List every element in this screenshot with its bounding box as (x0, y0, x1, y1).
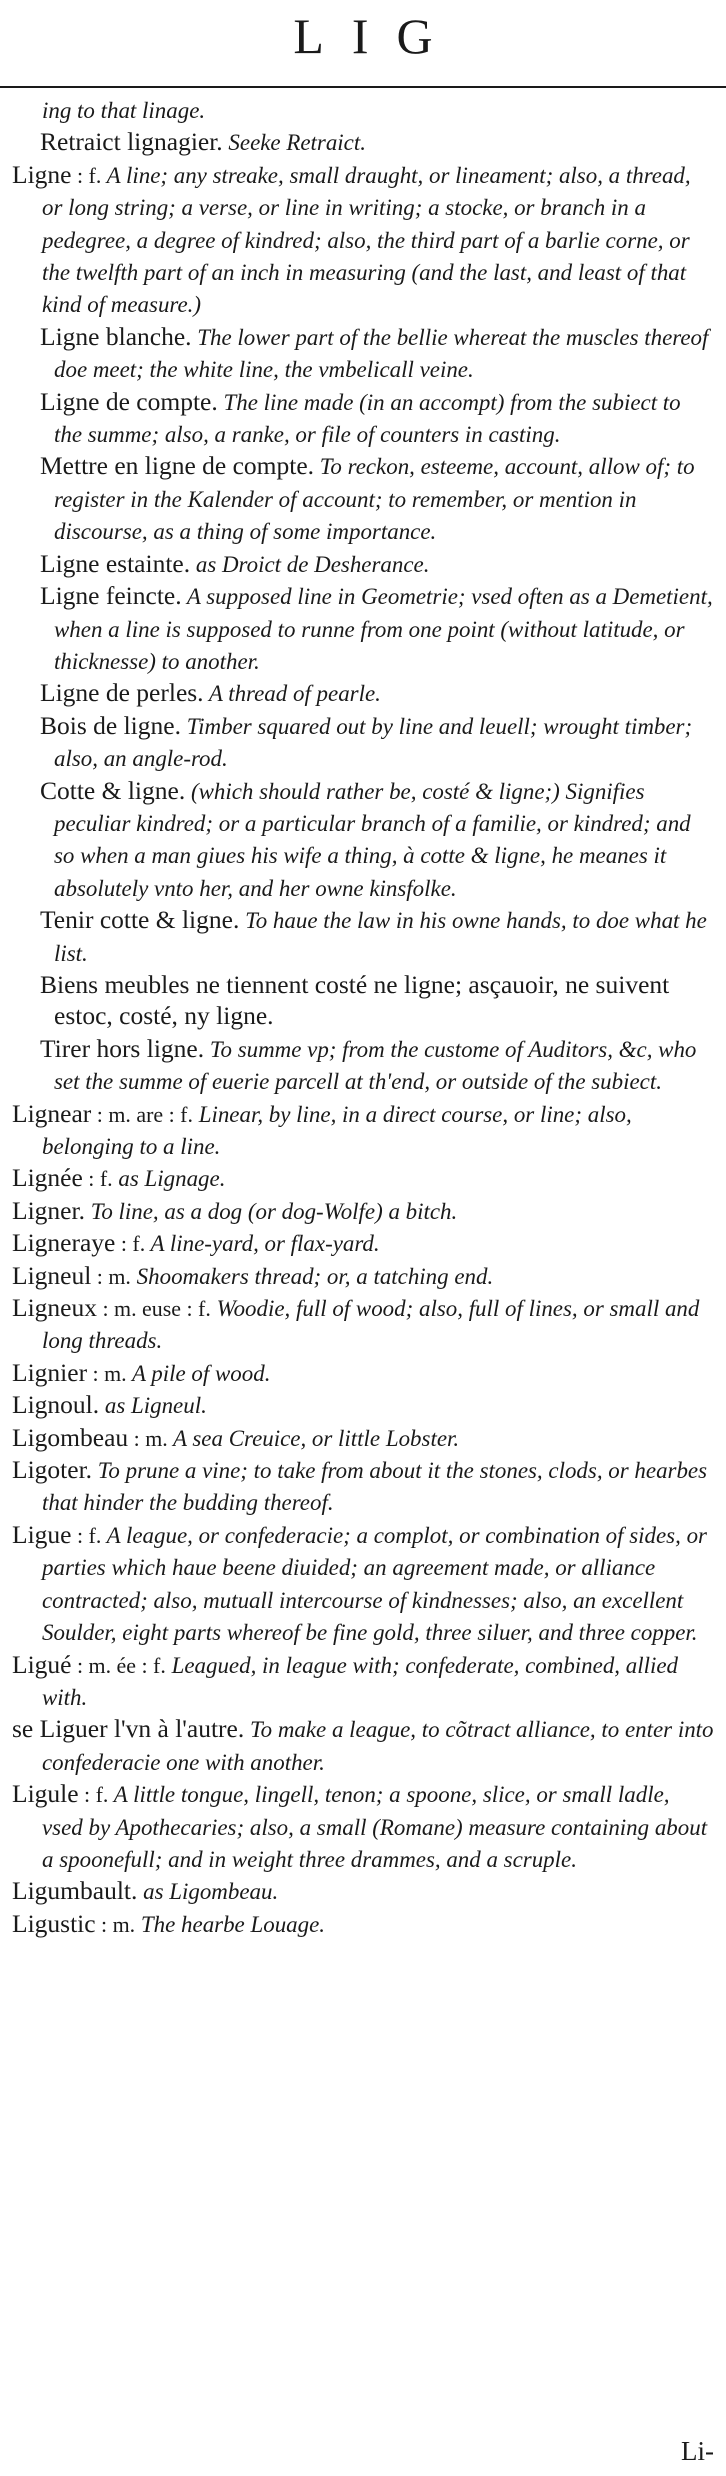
entry-definition: The lower part of the bellie whereat the muscles thereof doe meet; the white line, the vmbelicall veine. (54, 324, 709, 383)
dictionary-entry (12, 1875, 714, 1907)
entry-definition: A pile of wood. (126, 1360, 271, 1386)
entry-grammar-note: : f. (115, 1231, 146, 1257)
dictionary-entry (12, 1292, 714, 1357)
entry-grammar-note: : m. (87, 1360, 127, 1386)
entry-headword: Lignoul. (12, 1390, 100, 1420)
dictionary-entry (12, 1195, 714, 1227)
dictionary-entry (12, 904, 714, 969)
entry-definition: The hearbe Louage. (135, 1911, 326, 1937)
dictionary-entry (12, 1454, 714, 1519)
dictionary-entry (12, 1519, 714, 1649)
entry-headword: Ligne de perles. (40, 678, 204, 708)
dictionary-entry (12, 1098, 714, 1163)
dictionary-entry (12, 710, 714, 775)
entry-definition: To prune a vine; to take from about it the stones, clods, or hearbes that hinder the budding thereof. (42, 1458, 708, 1516)
entry-headword: Ligombeau (12, 1422, 129, 1452)
dictionary-entry (12, 1908, 714, 1940)
entry-headword: Biens meubles ne tiennent costé ne ligne; asçauoir, ne suivent estoc, costé, ny ligne. (40, 969, 670, 1031)
dictionary-entry (12, 969, 714, 1033)
entry-definition: A little tongue, lingell, tenon; a spoone, slice, or small ladle, vsed by Apothecaries; also, a small (Romane) measure containing about a spoonefull; and in weight three drammes, and a scruple. (42, 1782, 708, 1872)
entry-definition: A line; any streake, small draught, or lineament; also, a thread, or long string; a verse, or line in writing; a stocke, or branch in a pedegree, a degree of kindred; also, the third part of a barlie corne, or the twelfth part of an inch in measuring (and the last, and least of that kind of measure.) (42, 162, 691, 318)
entry-headword: Ligumbault. (12, 1876, 138, 1906)
dictionary-entry (12, 1778, 714, 1875)
entry-headword: Tenir cotte & ligne. (40, 905, 240, 935)
entry-headword: Ligustic (12, 1908, 96, 1938)
page-header-title: LIG (293, 8, 461, 64)
dictionary-entry (12, 94, 714, 126)
catchword: Li- (681, 2436, 714, 2466)
entry-headword: Tirer hors ligne. (40, 1033, 205, 1063)
dictionary-entry (12, 677, 714, 709)
dictionary-entry (12, 548, 714, 580)
entry-headword: Ligne estainte. (40, 548, 191, 578)
entry-definition: Woodie, full of wood; also, full of lines, or small and long threads. (42, 1296, 700, 1354)
entry-definition: Shoomakers thread; or, a tatching end. (130, 1263, 494, 1289)
entry-headword: Ligne blanche. (40, 321, 192, 351)
entry-definition: ing to that linage. (42, 98, 206, 123)
entry-grammar-note: : m. ée : f. (71, 1652, 166, 1678)
entry-definition: (which should rather be, costé & ligne;) Signifies peculiar kindred; or a particular branch of a familie, or kindred; and so when a man giues his wife a thing, à cotte & ligne, he meanes it absolutely vnto her, and her owne kinsfolke. (54, 778, 691, 901)
entry-grammar-note: : m. (91, 1263, 131, 1289)
entry-headword: Ligneraye (12, 1228, 116, 1258)
dictionary-entry (12, 126, 714, 158)
entry-definition: A sea Creuice, or little Lobster. (167, 1425, 460, 1451)
entry-definition: as Droict de Desherance. (190, 551, 430, 577)
entry-definition: A thread of pearle. (203, 681, 381, 707)
entry-grammar-note: : m. (95, 1911, 136, 1937)
entry-headword: Lignear (12, 1098, 92, 1128)
dictionary-entry (12, 1422, 714, 1454)
entry-definition: as Lignage. (112, 1166, 226, 1192)
entry-headword: se Liguer l'vn à l'autre. (12, 1714, 245, 1744)
entry-grammar-note: : f. (71, 1522, 102, 1548)
entry-definition: To haue the law in his owne hands, to doe what he list. (54, 908, 707, 966)
entry-definition: The line made (in an accompt) from the subiect to the summe; also, a ranke, or file of counters in casting. (54, 389, 681, 448)
entry-headword: Mettre en ligne de compte. (40, 451, 315, 481)
entry-headword: Ligner. (12, 1195, 85, 1225)
entry-headword: Cotte & ligne. (40, 775, 186, 805)
entry-headword: Ligule (12, 1779, 79, 1809)
entry-headword: Ligne feincte. (40, 581, 182, 611)
entry-grammar-note: : m. euse : f. (96, 1296, 211, 1322)
dictionary-entry (12, 775, 714, 905)
entry-definition: A line-yard, or flax-yard. (145, 1231, 380, 1257)
entry-definition: To summe vp; from the custome of Auditors, &c, who set the summe of euerie parcell at th'end, or outside of the subiect. (54, 1036, 697, 1095)
entry-headword: Bois de ligne. (40, 710, 181, 740)
entry-headword: Ligneul (12, 1260, 92, 1290)
entry-definition: To reckon, esteeme, account, allow of; to register in the Kalender of account; to remember, or mention in discourse, as a thing of some importance. (54, 454, 695, 545)
entry-headword: Ligué (12, 1649, 72, 1679)
entry-definition: Seeke Retraict. (222, 130, 366, 156)
entry-grammar-note: : m. are : f. (91, 1101, 193, 1127)
entry-headword: Lignier (12, 1357, 88, 1387)
entries-column (12, 94, 714, 1940)
entry-definition: To line, as a dog (or dog-Wolfe) a bitch. (84, 1198, 458, 1224)
entry-definition: To make a league, to cõtract alliance, to enter into confederacie one with another. (42, 1717, 714, 1775)
entry-definition: Linear, by line, in a direct course, or line; also, belonging to a line. (42, 1101, 632, 1159)
entry-definition: Leagued, in league with; confederate, combined, allied with. (42, 1652, 678, 1710)
entry-grammar-note: : f. (82, 1166, 113, 1192)
dictionary-entry (12, 1162, 714, 1194)
entry-headword: Ligoter. (12, 1455, 93, 1485)
dictionary-entry (12, 1260, 714, 1292)
entry-grammar-note: : m. (128, 1425, 168, 1451)
entry-headword: Lignée (12, 1163, 83, 1193)
entry-headword: Retraict lignagier. (40, 127, 223, 157)
entry-headword: Ligneux (12, 1293, 97, 1323)
entry-definition: A supposed line in Geometrie; vsed often as a Demetient, when a line is supposed to runne from one point (without latitude, or thicknesse) to another. (54, 584, 713, 674)
entry-definition: Timber squared out by line and leuell; wrought timber; also, an angle-rod. (54, 713, 693, 772)
dictionary-entry (12, 450, 714, 547)
entry-headword: Ligne (12, 159, 72, 189)
dictionary-entry (12, 1227, 714, 1259)
dictionary-entry (12, 1033, 714, 1098)
entry-headword: Ligue (12, 1519, 72, 1549)
dictionary-entry (12, 159, 714, 321)
dictionary-entry (12, 1357, 714, 1389)
dictionary-entry (12, 386, 714, 451)
entry-definition: as Ligombeau. (137, 1879, 279, 1905)
entry-grammar-note: : f. (71, 162, 102, 188)
entry-headword: Ligne de compte. (40, 386, 218, 416)
entry-definition: A league, or confederacie; a complot, or combination of sides, or parties which haue beene diuided; an agreement made, or alliance contracted; also, mutuall intercourse of kindnesses; also, an excellent Soulder, eight parts whereof be fine gold, three siluer, and three copper. (42, 1522, 707, 1646)
dictionary-entry (12, 1649, 714, 1714)
dictionary-entry (12, 1713, 714, 1778)
dictionary-entry (12, 1389, 714, 1421)
dictionary-entry (12, 580, 714, 677)
entry-grammar-note: : f. (78, 1782, 109, 1808)
header-rule (0, 86, 726, 88)
dictionary-entry (12, 321, 714, 386)
entry-definition: as Ligneul. (99, 1393, 207, 1419)
